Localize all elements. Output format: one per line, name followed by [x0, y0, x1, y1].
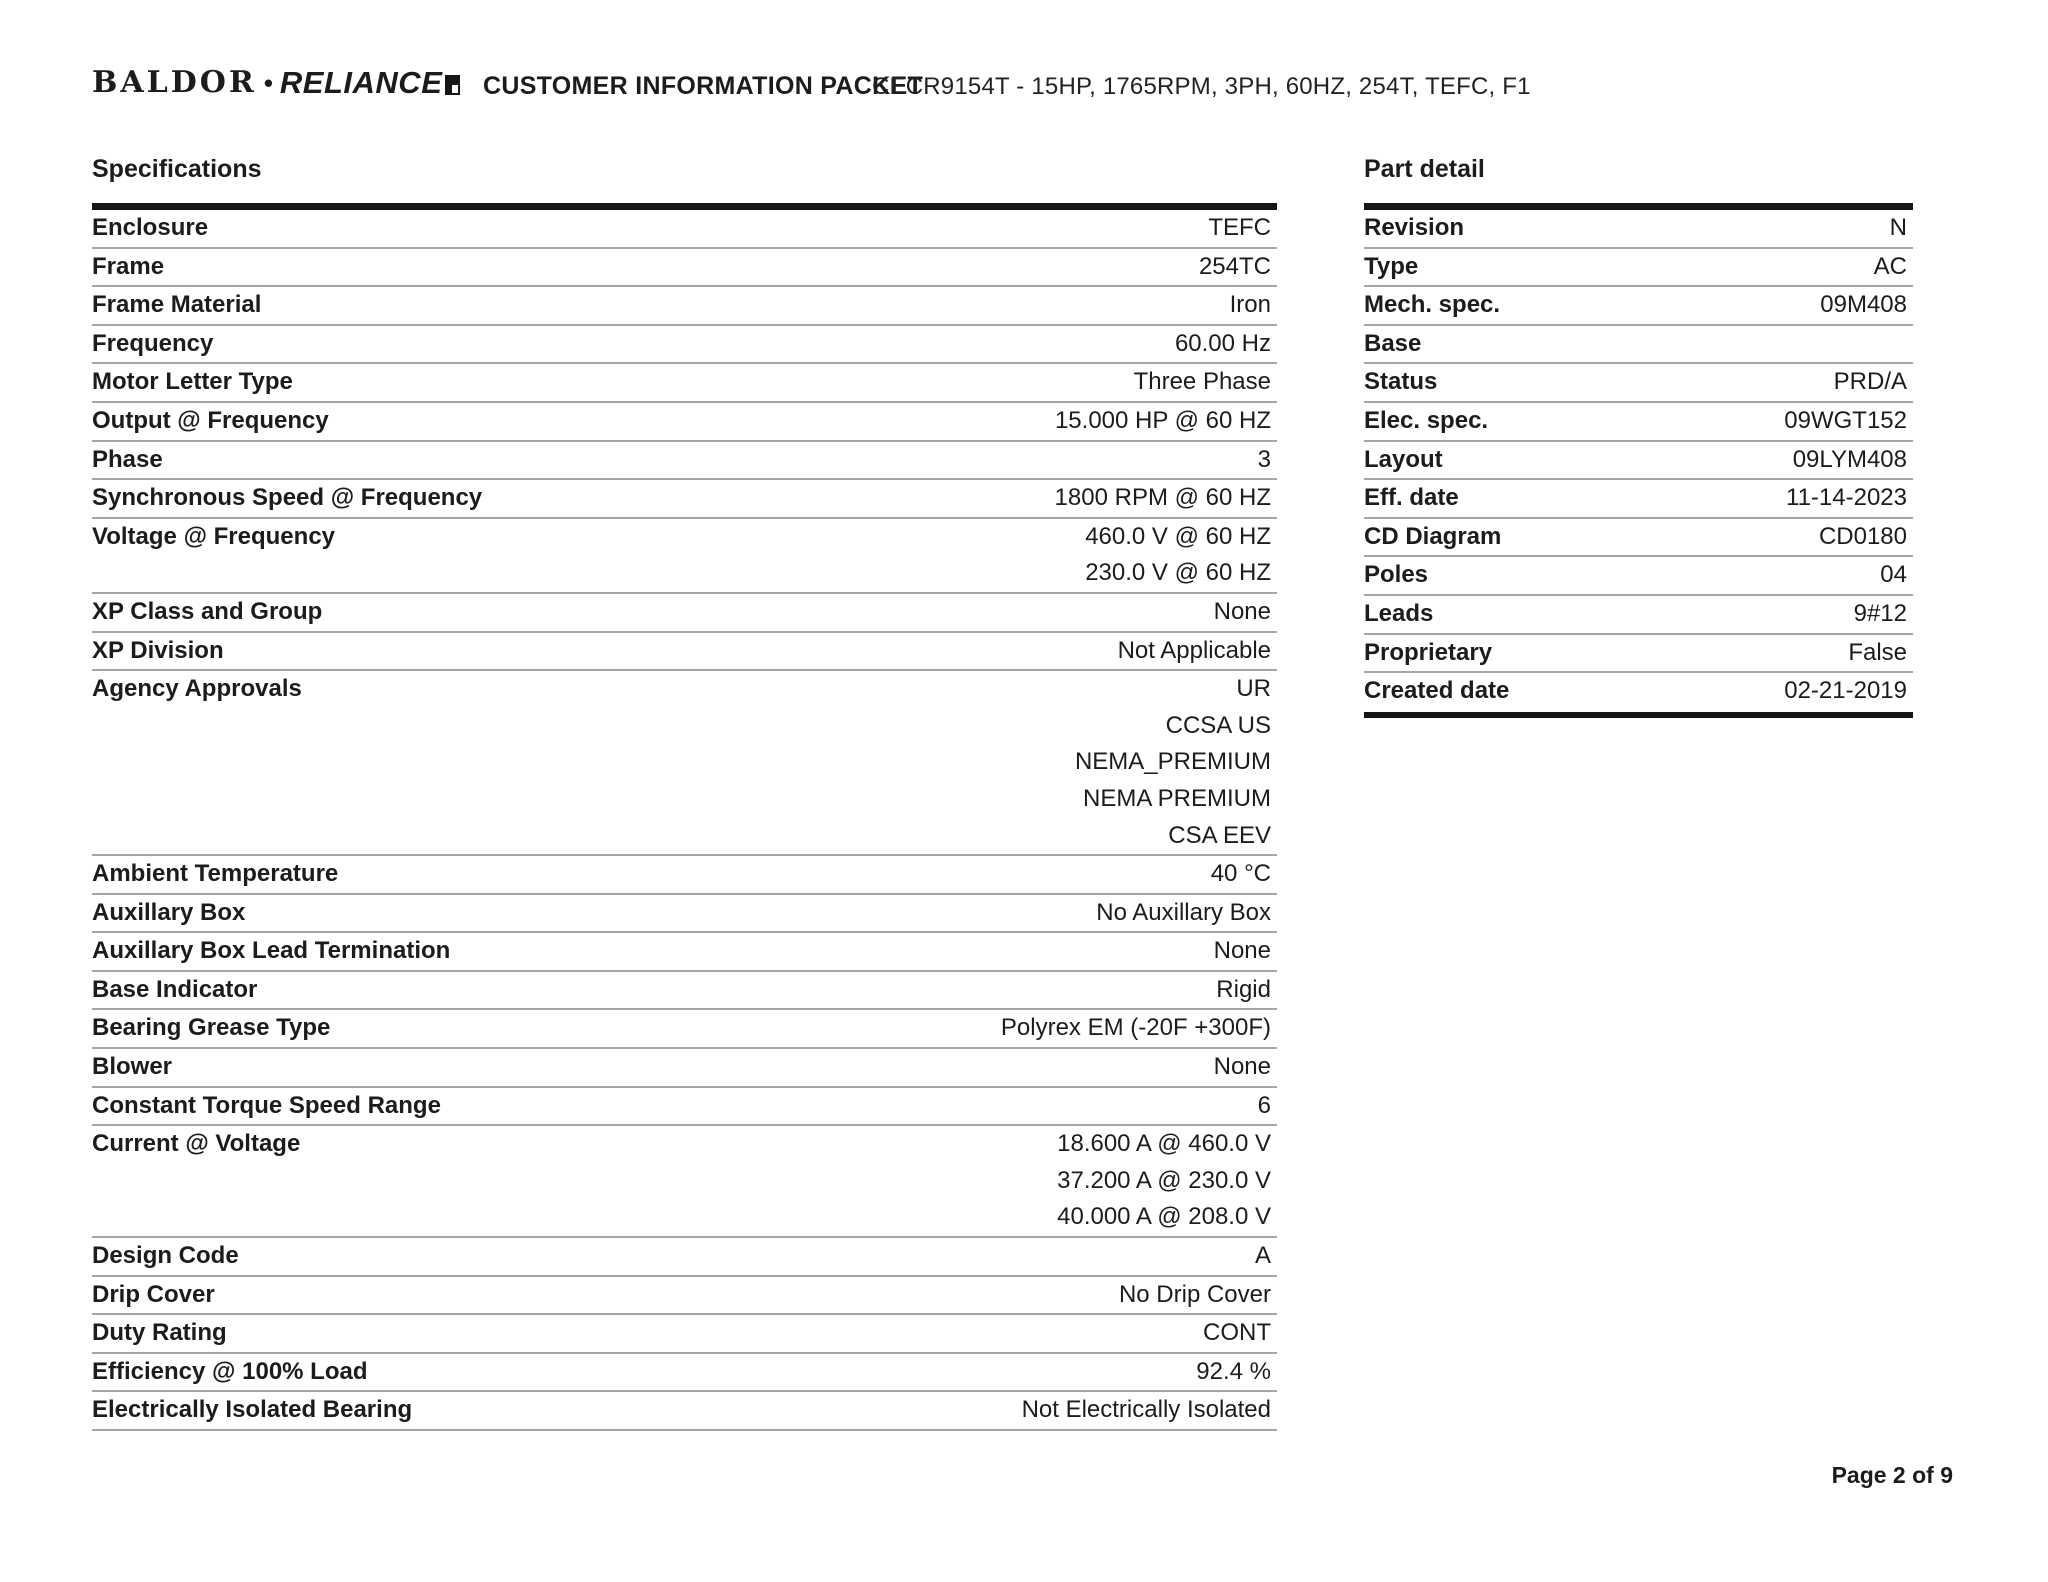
row-label: XP Division: [92, 636, 224, 664]
table-row: [92, 519, 1277, 594]
row-value: [1529, 673, 1913, 710]
row-label: Bearing Grease Type: [92, 1014, 331, 1042]
row-value: [1520, 287, 1913, 324]
table-row: [92, 933, 1277, 972]
row-value: [184, 249, 1277, 286]
row-value: [247, 1315, 1277, 1352]
row-value: [322, 671, 1277, 854]
row-label: Design Code: [92, 1242, 239, 1270]
row-label: Voltage @ Frequency: [92, 522, 336, 550]
row-value-line: 40.000 A @ 208.0 V: [1057, 1203, 1271, 1231]
row-label: Electrically Isolated Bearing: [92, 1396, 413, 1424]
row-value: [1512, 635, 1913, 672]
table-row: [92, 594, 1277, 633]
row-value-line: 09M408: [1820, 291, 1907, 319]
row-label: Base: [1364, 329, 1422, 357]
row-value-line: CCSA US: [1165, 711, 1271, 739]
table-row: [92, 442, 1277, 481]
table-row: [1364, 519, 1913, 558]
row-label: XP Class and Group: [92, 597, 323, 625]
row-value: [470, 933, 1277, 970]
row-label: Frame: [92, 252, 165, 280]
row-value: [259, 1238, 1277, 1275]
row-label: Eff. date: [1364, 484, 1459, 512]
row-value: [183, 442, 1277, 479]
row-value: [350, 1010, 1277, 1047]
table-row: [92, 1238, 1277, 1277]
table-row: [92, 249, 1277, 288]
row-value-line: TEFC: [1208, 214, 1271, 241]
row-label: Ambient Temperature: [92, 860, 339, 888]
row-value-line: N: [1889, 214, 1907, 241]
table-row: [1364, 210, 1913, 249]
row-value: [1484, 210, 1913, 247]
table-row: [1364, 557, 1913, 596]
table-row: [1364, 480, 1913, 519]
row-label: Motor Letter Type: [92, 368, 293, 396]
row-value-line: False: [1848, 638, 1907, 666]
row-label: Auxillary Box: [92, 898, 246, 926]
row-value-line: CD0180: [1818, 522, 1907, 550]
row-value-line: UR: [1236, 675, 1271, 703]
row-value-line: Not Electrically Isolated: [1021, 1396, 1271, 1424]
row-label: Duty Rating: [92, 1319, 227, 1347]
row-value: [355, 519, 1277, 592]
row-value-line: Polyrex EM (-20F +300F): [1000, 1014, 1271, 1042]
table-row: [1364, 364, 1913, 403]
table-row: [92, 210, 1277, 249]
baldor-reliance-logo: [92, 66, 460, 100]
table-row: [92, 1315, 1277, 1354]
row-label: Frequency: [92, 329, 214, 357]
row-value-line: NEMA_PREMIUM: [1074, 748, 1271, 776]
row-label: Agency Approvals: [92, 675, 302, 703]
row-value-line: Three Phase: [1133, 368, 1271, 396]
row-value: [1448, 557, 1913, 594]
row-value-line: 04: [1880, 561, 1907, 589]
table-row: [92, 1049, 1277, 1088]
row-label: Revision: [1364, 214, 1465, 241]
product-spec-line: CECR9154T - 15HP, 1765RPM, 3PH, 60HZ, 254T, TEFC, F1: [872, 73, 1531, 100]
page-footer: [1832, 1462, 1953, 1489]
specifications-title: Specifications: [92, 155, 262, 183]
row-label: Leads: [1364, 599, 1434, 627]
row-label: Constant Torque Speed Range: [92, 1091, 441, 1119]
row-label: Frame Material: [92, 291, 262, 319]
table-row: [92, 671, 1277, 856]
row-label: Elec. spec.: [1364, 406, 1489, 434]
table-row: [1364, 596, 1913, 635]
table-row: [92, 1277, 1277, 1316]
row-value-line: Iron: [1229, 291, 1271, 319]
row-value: [502, 480, 1277, 517]
row-label: Auxillary Box Lead Termination: [92, 937, 451, 965]
row-label: Drip Cover: [92, 1280, 215, 1308]
row-value: [358, 856, 1277, 893]
part-detail-section: [1364, 155, 1913, 718]
table-row: [1364, 673, 1913, 712]
table-row: [92, 326, 1277, 365]
row-value-line: Not Applicable: [1117, 636, 1271, 664]
row-value: [1479, 480, 1913, 517]
table-row: [1364, 326, 1913, 365]
row-label: Layout: [1364, 445, 1443, 473]
row-label: CD Diagram: [1364, 522, 1502, 550]
table-row: [92, 1354, 1277, 1393]
row-label: Output @ Frequency: [92, 406, 329, 434]
row-value-line: 92.4 %: [1196, 1357, 1271, 1385]
row-value-line: None: [1213, 937, 1271, 965]
row-value: [244, 633, 1277, 670]
table-row: [1364, 635, 1913, 674]
table-row: [1364, 442, 1913, 481]
row-value-line: 60.00 Hz: [1174, 329, 1271, 357]
row-value-line: 460.0 V @ 60 HZ: [1085, 522, 1271, 550]
row-value-line: Rigid: [1216, 975, 1271, 1003]
logo-baldor-text: BALDOR: [92, 65, 257, 100]
document-title: CUSTOMER INFORMATION PACKET: [483, 72, 924, 100]
row-value-line: AC: [1873, 252, 1907, 280]
row-value-line: None: [1213, 1053, 1271, 1081]
row-value: [313, 364, 1277, 401]
row-value-line: No Drip Cover: [1118, 1280, 1271, 1308]
row-label: Base Indicator: [92, 975, 258, 1003]
row-value: [265, 895, 1277, 932]
table-row: [92, 480, 1277, 519]
row-value-line: 18.600 A @ 460.0 V: [1057, 1130, 1271, 1158]
row-label: Current @ Voltage: [92, 1130, 301, 1158]
page-number: Page 2 of 9: [1831, 1462, 1953, 1488]
row-value-line: No Auxillary Box: [1096, 898, 1271, 926]
row-value: [277, 972, 1277, 1009]
table-row: [1364, 403, 1913, 442]
row-value-line: 09WGT152: [1784, 406, 1907, 434]
row-label: Created date: [1364, 677, 1510, 705]
logo-separator-dot: •: [263, 68, 273, 98]
row-value: [235, 1277, 1277, 1314]
table-row: [92, 1088, 1277, 1127]
table-row: [92, 364, 1277, 403]
row-value: [1453, 596, 1913, 633]
part-detail-title: Part detail: [1364, 155, 1485, 183]
row-value-line: A: [1254, 1242, 1271, 1270]
row-value-line: 3: [1257, 445, 1271, 473]
specifications-section: [92, 155, 1277, 1431]
row-value-line: PRD/A: [1833, 368, 1907, 396]
row-value: [1508, 403, 1913, 440]
row-label: Type: [1364, 252, 1419, 280]
row-label: Mech. spec.: [1364, 291, 1501, 319]
row-value: [1463, 442, 1913, 479]
specifications-table: [92, 203, 1277, 1431]
row-label: Enclosure: [92, 214, 209, 241]
row-label: Phase: [92, 445, 163, 473]
row-value-line: 6: [1257, 1091, 1271, 1119]
row-value-line: CONT: [1203, 1319, 1271, 1347]
row-value-line: 15.000 HP @ 60 HZ: [1054, 406, 1271, 434]
row-value: [1438, 249, 1913, 286]
row-value-line: 230.0 V @ 60 HZ: [1085, 559, 1271, 587]
row-value: [228, 210, 1277, 247]
reliance-box-mark-icon: [445, 75, 460, 95]
table-row: [92, 1392, 1277, 1431]
row-value-line: 254TC: [1198, 252, 1271, 280]
row-value-line: 9#12: [1853, 599, 1907, 627]
table-row: [92, 633, 1277, 672]
row-value-line: 40 °C: [1210, 860, 1271, 888]
table-row: [92, 403, 1277, 442]
table-row: [92, 856, 1277, 895]
row-value-line: CSA EEV: [1168, 821, 1271, 849]
table-row: [92, 972, 1277, 1011]
row-label: Efficiency @ 100% Load: [92, 1357, 368, 1385]
table-row: [92, 1126, 1277, 1238]
logo-reliance-text: RELIANCE: [279, 65, 443, 100]
row-label: Status: [1364, 368, 1438, 396]
table-row: [92, 1010, 1277, 1049]
table-row: [1364, 249, 1913, 288]
row-value: [432, 1392, 1277, 1429]
row-value-line: 02-21-2019: [1784, 677, 1907, 705]
row-value: [1457, 364, 1913, 401]
row-value: [192, 1049, 1277, 1086]
table-row: [92, 287, 1277, 326]
row-value: [461, 1088, 1277, 1125]
row-value: [349, 403, 1277, 440]
row-value-line: 37.200 A @ 230.0 V: [1057, 1166, 1271, 1194]
row-value: [281, 287, 1277, 324]
table-row: [92, 895, 1277, 934]
row-value: [320, 1126, 1277, 1236]
row-value: [388, 1354, 1278, 1391]
row-value-line: 1800 RPM @ 60 HZ: [1054, 484, 1271, 512]
row-value-line: 11-14-2023: [1786, 484, 1907, 512]
row-value: [342, 594, 1277, 631]
row-label: Proprietary: [1364, 638, 1493, 666]
row-value: [1521, 519, 1913, 556]
row-label: Blower: [92, 1053, 173, 1081]
row-value-line: NEMA PREMIUM: [1082, 784, 1271, 812]
row-value-line: None: [1213, 597, 1271, 625]
row-value-line: 09LYM408: [1792, 445, 1907, 473]
row-label: Synchronous Speed @ Frequency: [92, 484, 483, 512]
row-label: Poles: [1364, 561, 1429, 589]
row-value: [233, 326, 1277, 363]
part-detail-table: [1364, 203, 1913, 718]
table-row: [1364, 287, 1913, 326]
